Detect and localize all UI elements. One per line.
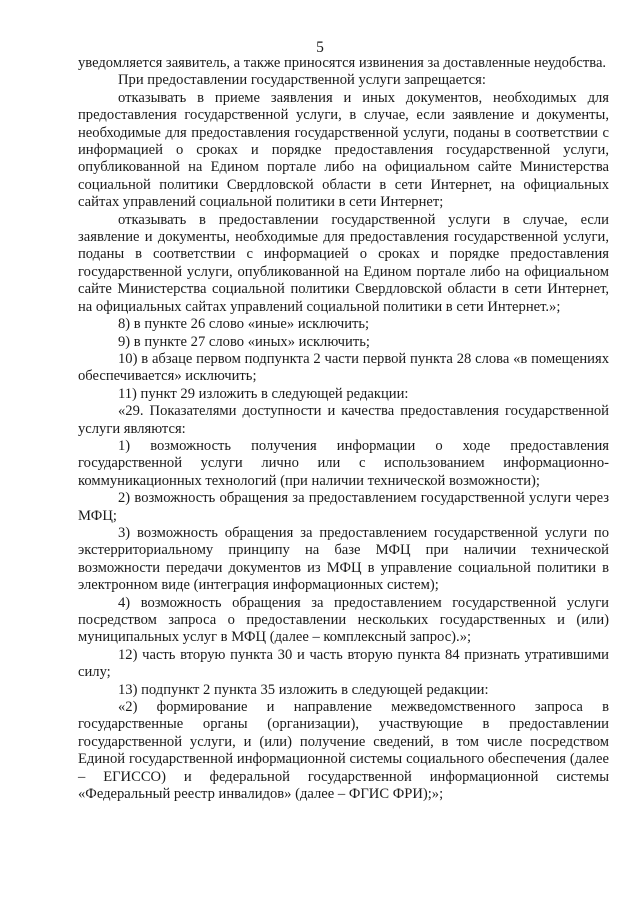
paragraph-item-12: 12) часть вторую пункта 30 и часть вторую пункта 84 признать утратившими силу; <box>78 646 609 681</box>
paragraph-item-13: 13) подпункт 2 пункта 35 изложить в следующей редакции: <box>118 681 489 698</box>
paragraph-item-11: 11) пункт 29 изложить в следующей редакции: <box>118 385 409 402</box>
page-number: 5 <box>316 39 324 56</box>
paragraph-indicator-4: 4) возможность обращения за предоставлением государственной услуги посредством запроса о предоставлении нескольких государственных и (или) муниципальных услуг в МФЦ (далее – комплексный запрос).»; <box>78 594 609 646</box>
paragraph-item-9: 9) в пункте 27 слово «иных» исключить; <box>118 333 370 350</box>
paragraph-item-8: 8) в пункте 26 слово «иные» исключить; <box>118 316 370 333</box>
paragraph-subitem-2: «2) формирование и направление межведомственного запроса в государственные органы (организации), участвующие в предоставлении государственной услуги, и (или) получение сведений, в том числе посредством Единой государственной информационной системы социального обеспечения (далее – ЕГИССО) и федеральной государственной информационной системы «Федеральный реестр инвалидов» (далее – ФГИС ФРИ);»; <box>78 699 609 803</box>
paragraph-prohibitions-intro: При предоставлении государственной услуги запрещается: <box>118 72 486 89</box>
paragraph-item-10: 10) в абзаце первом подпункта 2 части первой пункта 28 слова «в помещениях обеспечивается» исключить; <box>78 350 609 385</box>
paragraph-indicator-2: 2) возможность обращения за предоставлением государственной услуги через МФЦ; <box>78 490 609 524</box>
paragraph-indicator-3: 3) возможность обращения за предоставлением государственной услуги по экстерриториальному принципу на базе МФЦ при наличии технической возможности передачи документов из МФЦ в управление социальной политики в электронном виде (интеграция информационных систем); <box>78 524 609 594</box>
paragraph-continuation: уведомляется заявитель, а также приносятся извинения за доставленные неудобства. <box>78 55 607 71</box>
paragraph-refuse-provision: отказывать в предоставлении государственной услуги в случае, если заявление и документы, необходимые для предоставления государственной услуги, поданы в соответствии с информацией о сроках и порядке предоставления государственной услуги, опубликованной на Едином портале либо на официальном сайте Министерства социальной политики Свердловской области в сети Интернет, на официальных сайтах управлений социальной политики в сети Интернет.»; <box>78 211 609 315</box>
document-body <box>78 55 609 803</box>
paragraph-indicator-1: 1) возможность получения информации о ходе предоставления государственной услуги лично или с использованием информационно-коммуникационных технологий (при наличии технической возможности); <box>78 437 609 489</box>
paragraph-point-29: «29. Показателями доступности и качества предоставления государственной услуги являются: <box>78 403 609 437</box>
paragraph-refuse-acceptance: отказывать в приеме заявления и иных документов, необходимых для предоставления государственной услуги, в случае, если заявление и документы, необходимые для предоставления государственной услуги, поданы в соответствии с информацией о сроках и порядке предоставления государственной услуги, опубликованной на Едином портале либо на официальном сайте Министерства социальной политики Свердловской области в сети Интернет, на официальных сайтах управлений социальной политики в сети Интернет; <box>78 89 609 211</box>
